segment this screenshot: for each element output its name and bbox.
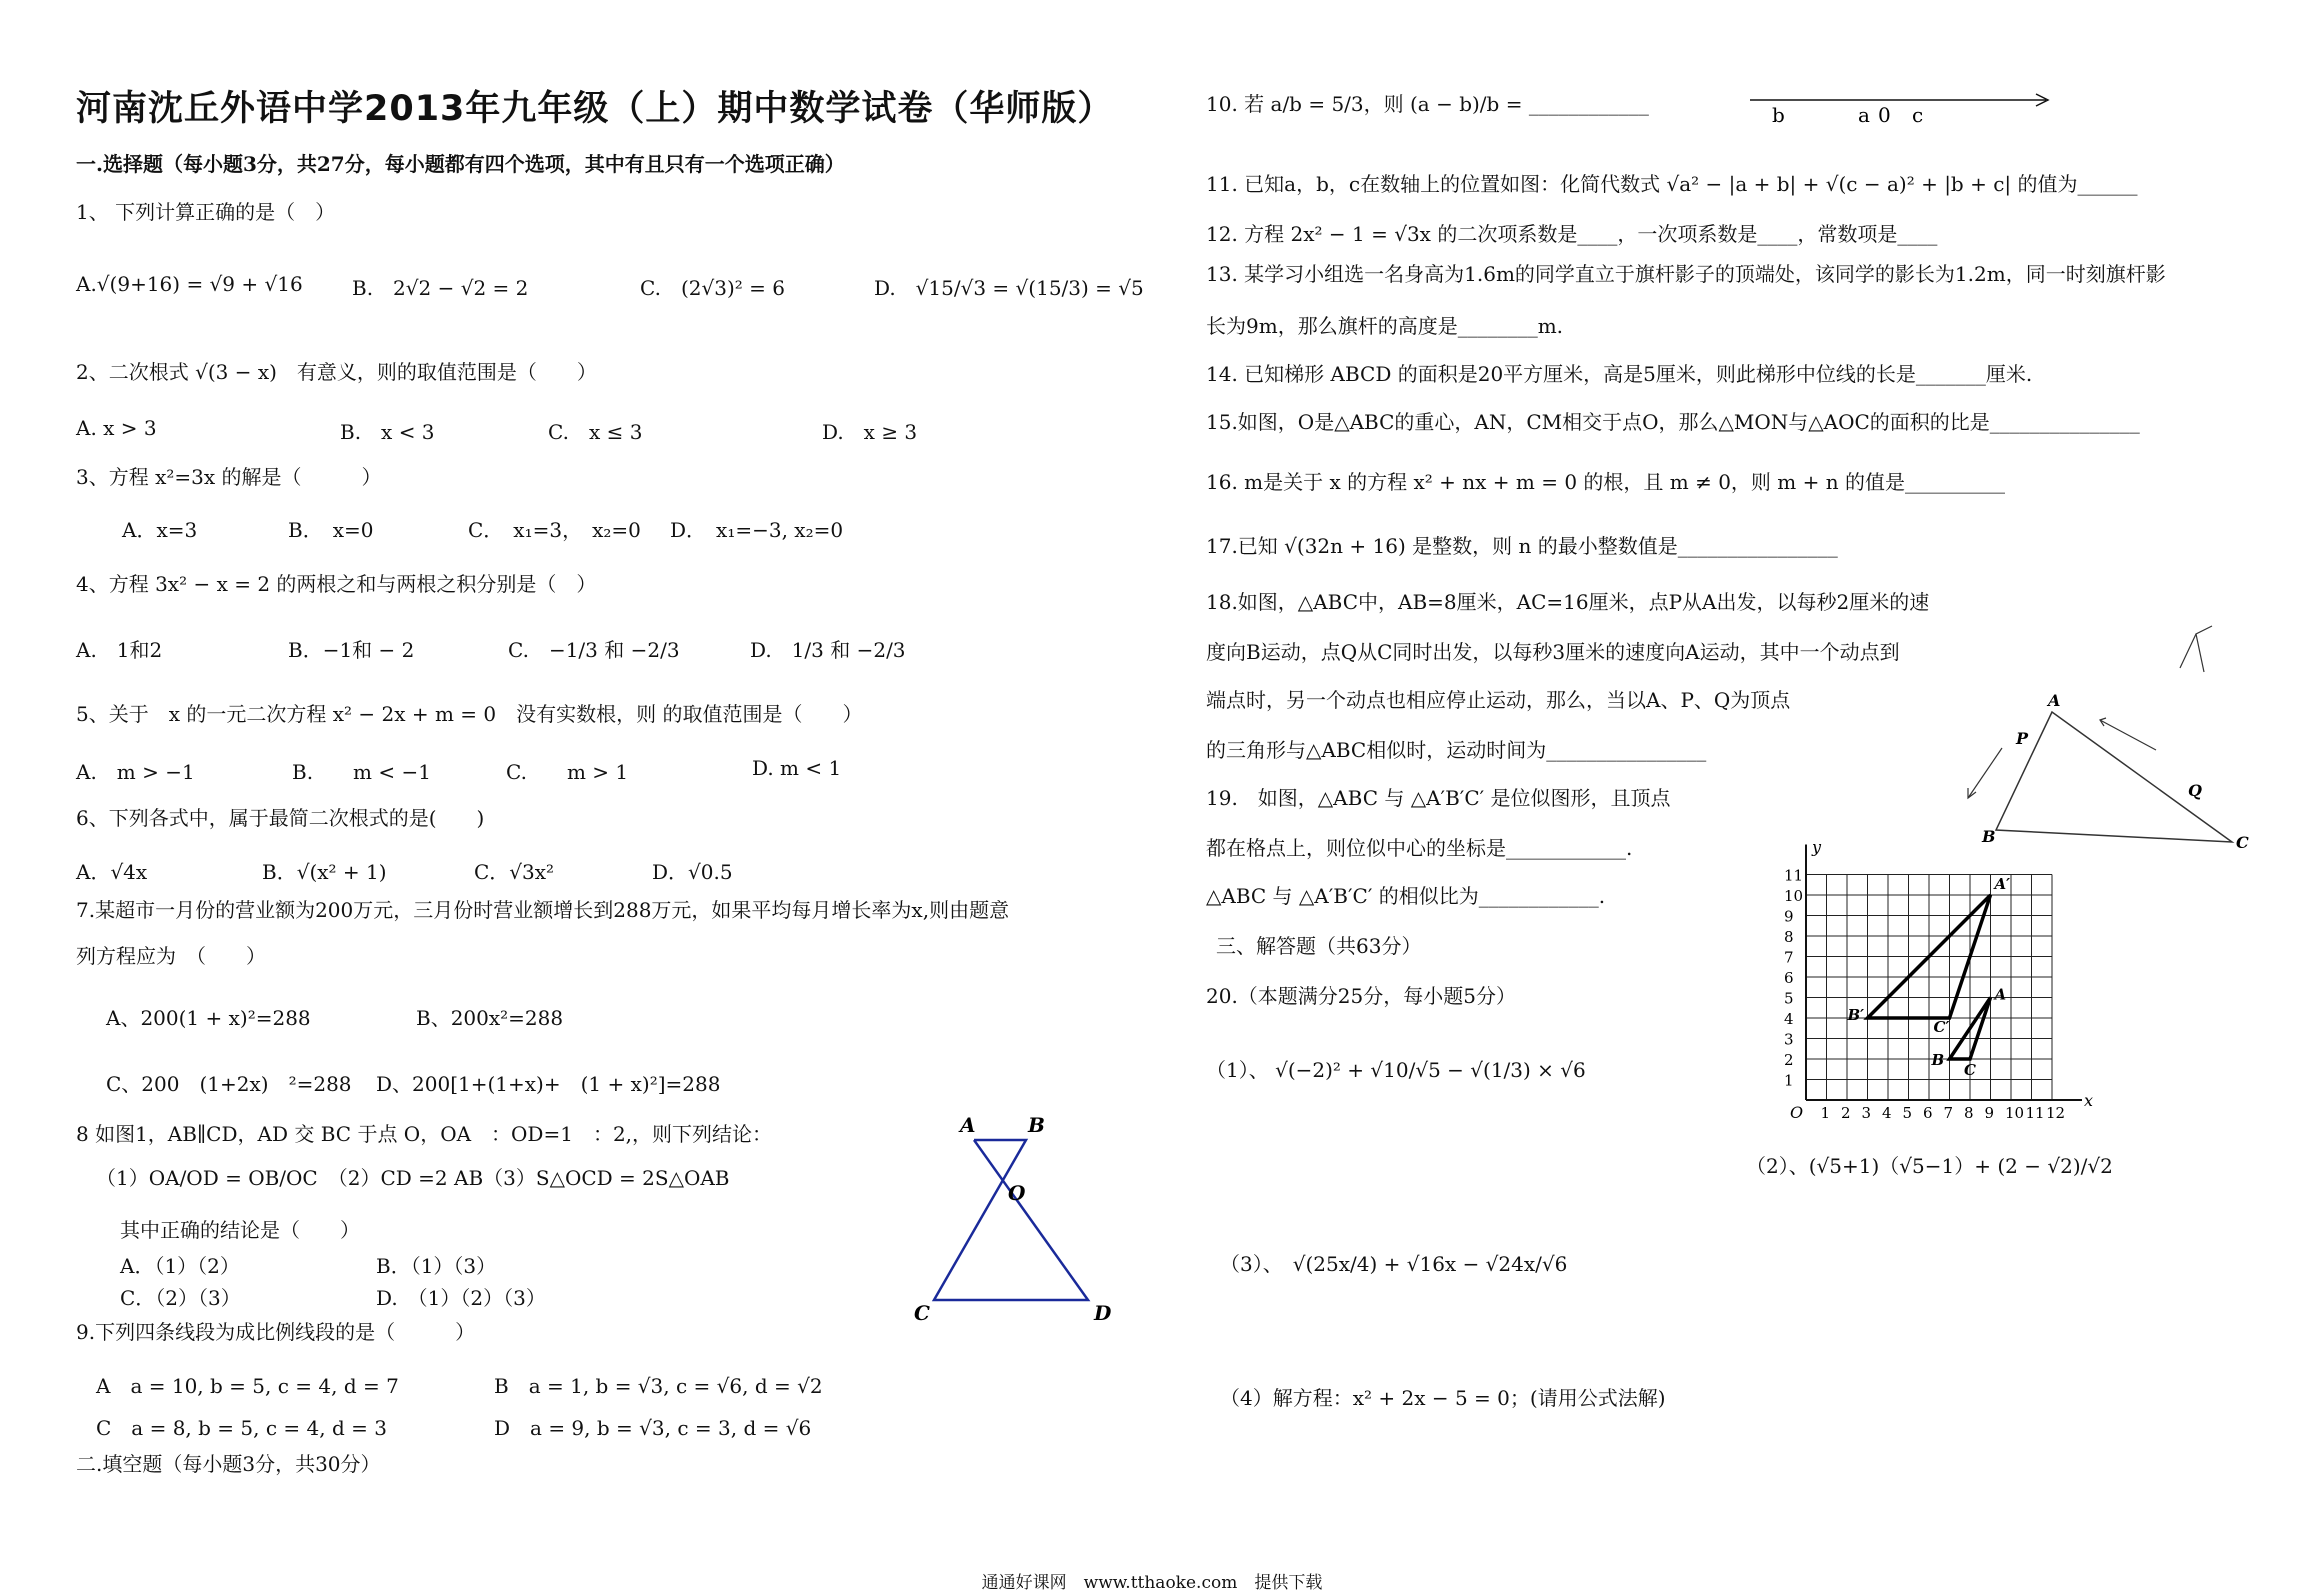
- q16: 16. m是关于 x 的方程 x² + nx + m = 0 的根，且 m ≠ 0，则 m + n 的值是__________: [1206, 470, 2005, 494]
- y-tick-label: 1: [1784, 1071, 1794, 1090]
- label-a-prime: A′: [1994, 875, 2011, 893]
- label-c: C: [1964, 1061, 1976, 1079]
- q20-part4: （4）解方程：x² + 2x − 5 = 0；(请用公式法解): [1220, 1386, 1666, 1410]
- q5-option-a: A. m > −1: [76, 760, 195, 784]
- number-line-label-a: a: [1858, 103, 1870, 127]
- q5-option-d: D. m < 1: [752, 756, 842, 780]
- q5-stem: 5、关于 x 的一元二次方程 x² − 2x + m = 0 没有实数根，则 的取值范围是（ ）: [76, 702, 863, 726]
- q15-small-sketch: [2196, 626, 2212, 672]
- q4-option-c: C. −1/3 和 −2/3: [508, 638, 680, 662]
- q8-label-d: D: [1094, 1301, 1112, 1325]
- q2-stem: 2、二次根式 √(3 − x) 有意义，则的取值范围是（ ）: [76, 360, 597, 384]
- q19-line2: 都在格点上，则位似中心的坐标是____________.: [1206, 836, 1633, 860]
- q20-part3: （3）、 √(25x/4) + √16x − √24x/√6: [1220, 1252, 1568, 1276]
- q8-label-a: A: [960, 1113, 976, 1137]
- q8-option-d: D. （1）（2）（3）: [376, 1286, 546, 1310]
- origin-label: O: [1790, 1103, 1804, 1122]
- q6-option-c: C．√3x²: [474, 860, 555, 884]
- number-line-label-b: b: [1772, 103, 1785, 127]
- q13-line2: 长为9m，那么旗杆的高度是________m.: [1206, 314, 1564, 338]
- q3-stem: 3、方程 x²=3x 的解是（ ）: [76, 465, 382, 489]
- q18-line3: 端点时，另一个动点也相应停止运动，那么，当以A、P、Q为顶点: [1206, 688, 1791, 712]
- q7-option-c: C、200 (1+2x) ²=288: [106, 1072, 352, 1096]
- q8-option-a: A．（1）（2）: [120, 1254, 240, 1278]
- q15: 15.如图，O是△ABC的重心，AN，CM相交于点O，那么△MON与△AOC的面积的比是_______________: [1206, 410, 2140, 434]
- q6-stem: 6、下列各式中，属于最简二次根式的是( ): [76, 806, 485, 830]
- q18-arrow-p: [1968, 748, 2002, 798]
- q18-line1: 18.如图，△ABC中，AB=8厘米，AC=16厘米，点P从A出发，以每秒2厘米的速: [1206, 590, 1930, 614]
- q18-line4: 的三角形与△ABC相似时，运动时间为________________: [1206, 738, 1707, 762]
- q15-small-sketch-leg: [2180, 634, 2196, 668]
- y-tick-label: 11: [1784, 866, 1804, 885]
- section-3-heading: 三、解答题（共63分）: [1216, 934, 1422, 958]
- q20-part1: （1）、 √(−2)² + √10/√5 − √(1/3) × √6: [1206, 1058, 1586, 1082]
- q2-option-d: D. x ≥ 3: [822, 420, 918, 444]
- q1-stem: 1、 下列计算正确的是（ ）: [76, 200, 336, 224]
- q18-label-a: A: [2048, 691, 2061, 710]
- exam-title: 河南沈丘外语中学2013年九年级（上）期中数学试卷（华师版）: [76, 89, 1114, 129]
- q20-heading: 20.（本题满分25分，每小题5分）: [1206, 984, 1516, 1008]
- q6-option-a: A．√4x: [76, 860, 148, 884]
- q8-figure-triangles: [836, 1100, 1136, 1330]
- y-tick-label: 3: [1784, 1030, 1794, 1049]
- q8-label-c: C: [914, 1301, 930, 1325]
- q3-option-b: B． x=0: [288, 518, 374, 542]
- q10: 10. 若 a/b = 5/3，则 (a − b)/b = ____________: [1206, 92, 1649, 116]
- q4-option-b: B．−1和 − 2: [288, 638, 415, 662]
- q2-option-b: B. x < 3: [340, 420, 435, 444]
- x-tick-label: 10: [2005, 1104, 2025, 1122]
- q18-label-c: C: [2236, 833, 2249, 852]
- q8-option-b: B．（1）（3）: [376, 1254, 497, 1278]
- y-tick-label: 5: [1784, 989, 1794, 1008]
- y-tick-label: 2: [1784, 1051, 1794, 1069]
- label-b: B: [1931, 1051, 1945, 1069]
- q8-stem: 8 如图1，AB∥CD，AD 交 BC 于点 O，OA ：OD=1 ：2,，则下列结论：: [76, 1122, 773, 1146]
- q8-ask: 其中正确的结论是（ ）: [120, 1218, 360, 1242]
- q18-label-p: P: [2016, 729, 2029, 748]
- x-tick-label: 7: [1943, 1104, 1954, 1122]
- x-tick-label: 6: [1923, 1104, 1933, 1122]
- q19-line3: △ABC 与 △A′B′C′ 的相似比为____________.: [1206, 884, 1606, 908]
- x-tick-label: 5: [1902, 1104, 1913, 1122]
- q8-label-o: O: [1008, 1181, 1026, 1205]
- q14: 14. 已知梯形 ABCD 的面积是20平方厘米，高是5厘米，则此梯形中位线的长是_______厘米.: [1206, 362, 2033, 386]
- x-tick-label: 4: [1882, 1104, 1892, 1122]
- q1-option-b: B. 2√2 − √2 = 2: [352, 276, 529, 300]
- q7-option-d: D、200[1+(1+x)+ (1 + x)²]=288: [376, 1072, 721, 1096]
- label-a: A: [1994, 985, 2007, 1004]
- q1-option-a: A.√(9+16) = √9 + √16: [76, 272, 303, 296]
- q7-option-b: B、200x²=288: [416, 1006, 564, 1030]
- y-axis-label: y: [1812, 837, 1822, 857]
- q3-option-a: A．x=3: [122, 518, 198, 542]
- y-tick-label: 6: [1784, 969, 1794, 987]
- q20-part2: （2）、(√5+1)（√5−1）+ (2 − √2)/√2: [1746, 1154, 2113, 1178]
- y-tick-label: 7: [1784, 948, 1794, 967]
- q3-option-c: C． x₁=3， x₂=0: [468, 518, 641, 542]
- x-tick-label: 12: [2046, 1104, 2066, 1122]
- label-b-prime: B′: [1847, 1006, 1865, 1024]
- q5-option-c: C. m > 1: [506, 760, 629, 784]
- q9-option-b: B a = 1, b = √3, c = √6, d = √2: [494, 1374, 823, 1398]
- label-c-prime: C′: [1933, 1018, 1950, 1036]
- q7-stem-line1: 7.某超市一月份的营业额为200万元，三月份时营业额增长到288万元，如果平均每月增长率为x,则由题意: [76, 898, 1010, 922]
- q2-option-a: A. x > 3: [76, 416, 157, 440]
- q6-option-d: D．√0.5: [652, 860, 733, 884]
- x-tick-label: 2: [1841, 1104, 1851, 1122]
- q8-option-c: C．（2）（3）: [120, 1286, 241, 1310]
- q9-option-d: D a = 9, b = √3, c = 3, d = √6: [494, 1416, 812, 1440]
- y-tick-label: 8: [1784, 928, 1794, 946]
- x-tick-label: 3: [1861, 1104, 1872, 1122]
- x-axis-label: x: [2084, 1091, 2094, 1110]
- q1-option-d: D. √15/√3 = √(15/3) = √5: [874, 276, 1144, 300]
- q4-option-a: A. 1和2: [76, 638, 163, 662]
- y-tick-label: 10: [1784, 887, 1804, 905]
- q6-option-b: B．√(x² + 1): [262, 860, 387, 884]
- number-line-label-c: c: [1912, 103, 1924, 127]
- section-1-heading: 一.选择题（每小题3分，共27分，每小题都有四个选项，其中有且只有一个选项正确）: [76, 152, 845, 176]
- x-tick-label: 8: [1964, 1104, 1974, 1122]
- y-tick-label: 4: [1784, 1010, 1794, 1028]
- q12: 12. 方程 2x² − 1 = √3x 的二次项系数是____，一次项系数是____，常数项是____: [1206, 222, 1938, 246]
- q2-option-c: C. x ≤ 3: [548, 420, 643, 444]
- q11: 11. 已知a，b，c在数轴上的位置如图：化简代数式 √a² − |a + b| + √(c − a)² + |b + c| 的值为______: [1206, 172, 2138, 196]
- q7-option-a: A、200(1 + x)²=288: [106, 1006, 311, 1030]
- x-tick-label: 9: [1984, 1104, 1995, 1122]
- q17: 17.已知 √(32n + 16) 是整数，则 n 的最小整数值是________________: [1206, 534, 1838, 558]
- q18-arrow-q: [2100, 720, 2156, 750]
- q4-stem: 4、方程 3x² − x = 2 的两根之和与两根之积分别是（ ）: [76, 572, 597, 596]
- q19-line1: 19. 如图，△ABC 与 △A′B′C′ 是位似图形，且顶点: [1206, 786, 1671, 810]
- q19-coordinate-grid: [1766, 808, 2146, 1128]
- x-tick-label: 11: [2025, 1104, 2045, 1122]
- q5-option-b: B. m < −1: [292, 760, 431, 784]
- q13-line1: 13. 某学习小组选一名身高为1.6m的同学直立于旗杆影子的顶端处，该同学的影长为1.2m，同一时刻旗杆影: [1206, 262, 2166, 286]
- q8-conclusions: （1）OA/OD = OB/OC （2）CD =2 AB（3）S△OCD = 2S△OAB: [96, 1166, 730, 1190]
- q9-option-c: C a = 8, b = 5, c = 4, d = 3: [96, 1416, 387, 1440]
- x-tick-label: 1: [1820, 1104, 1831, 1122]
- q4-option-d: D. 1/3 和 −2/3: [750, 638, 906, 662]
- q18-label-b: B: [1982, 827, 1996, 846]
- q9-option-a: A a = 10, b = 5, c = 4, d = 7: [96, 1374, 399, 1398]
- number-line-label-0: 0: [1878, 103, 1891, 127]
- q8-figure-lines: [934, 1140, 1088, 1300]
- section-2-heading: 二.填空题（每小题3分，共30分）: [76, 1452, 381, 1476]
- q3-option-d: D． x₁=−3, x₂=0: [670, 518, 844, 542]
- y-tick-label: 9: [1784, 907, 1794, 926]
- q18-label-q: Q: [2188, 781, 2202, 800]
- q9-stem: 9.下列四条线段为成比例线段的是（ ）: [76, 1320, 476, 1344]
- page-footer: 通通好课网 www.tthaoke.com 提供下载: [981, 1573, 1323, 1593]
- number-line-figure: [1746, 82, 2066, 132]
- q1-option-c: C. (2√3)² = 6: [640, 276, 785, 300]
- q8-label-b: B: [1028, 1113, 1045, 1137]
- q7-stem-line2: 列方程应为 （ ）: [76, 944, 266, 968]
- q18-line2: 度向B运动，点Q从C同时出发，以每秒3厘米的速度向A运动，其中一个动点到: [1206, 640, 1900, 664]
